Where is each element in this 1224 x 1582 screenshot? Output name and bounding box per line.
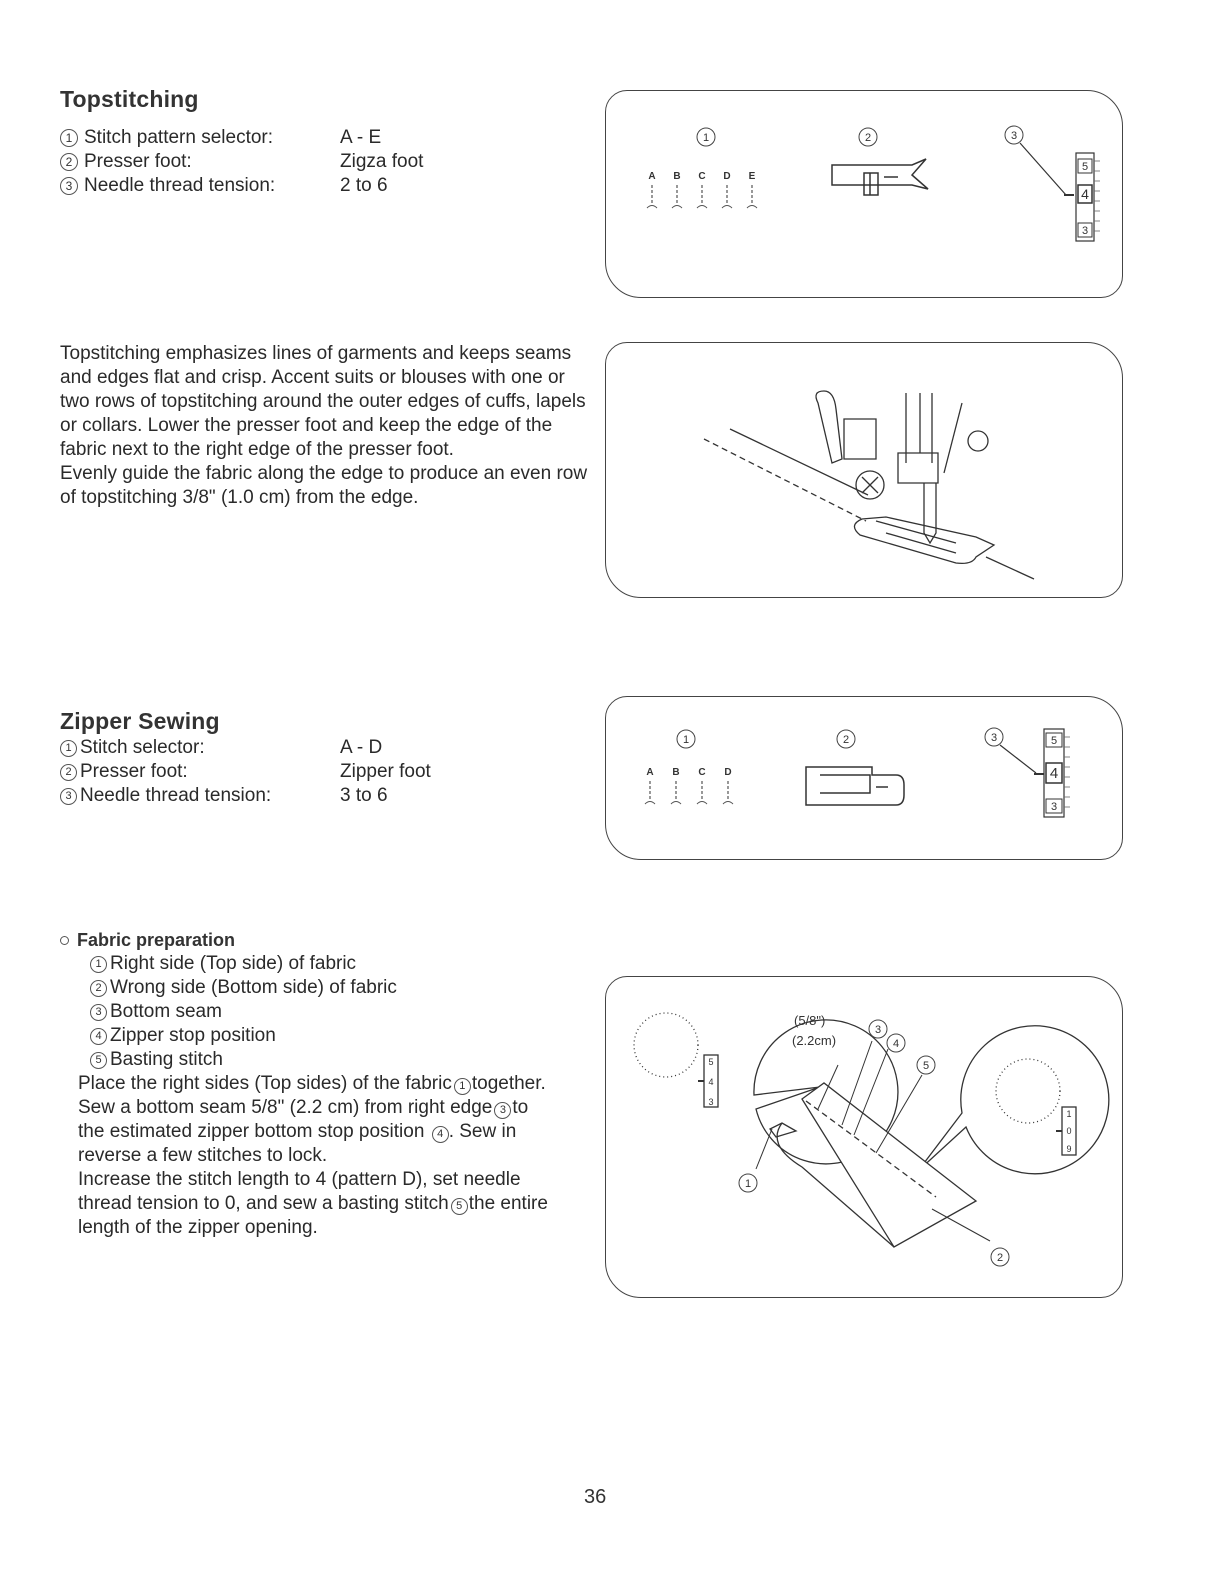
right-dial-values <box>1066 1109 1071 1154</box>
svg-text:9: 9 <box>1066 1144 1072 1154</box>
dial-value: 5 <box>1081 161 1089 173</box>
spec-label: Stitch pattern selector: <box>84 127 274 148</box>
callout-1-icon: 1 <box>90 956 107 973</box>
pattern-letter: B <box>673 171 681 182</box>
fabric-prep-illustration <box>606 977 1122 1297</box>
callout-2-icon: 2 <box>90 980 107 997</box>
needle-position-icons <box>645 802 733 805</box>
tension-dial-icon <box>1044 729 1070 817</box>
pattern-letter: D <box>723 171 731 182</box>
callout-1: 1 <box>682 734 690 746</box>
bullet-icon <box>60 936 69 945</box>
list-item: 2 Wrong side (Bottom side) of fabric <box>90 976 397 1000</box>
fabric-prep-heading-text: Fabric preparation <box>77 930 236 950</box>
leader-line <box>1020 143 1066 195</box>
spec-label: Needle thread tension: <box>84 175 276 196</box>
dial-value: 4 <box>1081 186 1089 202</box>
pattern-letter: B <box>672 767 680 778</box>
stitch-pattern-icons <box>652 185 752 203</box>
callout-5-icon: 5 <box>90 1052 107 1069</box>
zipper-settings-panel <box>605 696 1123 860</box>
fabric-prep-illustration-panel <box>605 976 1123 1298</box>
svg-text:5: 5 <box>708 1057 714 1067</box>
callout-2: 2 <box>996 1252 1004 1264</box>
dial-value: 3 <box>1081 225 1089 237</box>
instruction-paragraph: Evenly guide the fabric along the edge to produce an even row of topstitching 3/8" (1.0 cm) from the edge. <box>60 463 588 508</box>
spec-row <box>60 784 431 808</box>
zigzag-foot-icon <box>832 159 928 195</box>
pattern-letter: E <box>748 171 756 182</box>
svg-text:1: 1 <box>1066 1109 1072 1119</box>
callout-3: 3 <box>990 732 998 744</box>
list-item: 5 Basting stitch <box>90 1048 397 1072</box>
spec-label: Presser foot: <box>84 151 192 172</box>
topstitching-illustration-panel <box>605 342 1123 598</box>
svg-text:4: 4 <box>708 1077 714 1087</box>
dimension-cm: (2.2cm) <box>792 1033 837 1048</box>
list-item: 4 Zipper stop position <box>90 1024 397 1048</box>
spec-row <box>60 126 423 150</box>
spec-row <box>60 760 431 784</box>
spec-label: Stitch selector: <box>80 737 205 758</box>
callout-4-icon: 4 <box>90 1028 107 1045</box>
topstitching-instructions <box>60 342 590 510</box>
callout-3-icon: 3 <box>60 788 77 805</box>
leader-line <box>1000 745 1036 773</box>
spec-row <box>60 174 423 198</box>
dial-value: 4 <box>1049 765 1059 782</box>
spec-value: A - E <box>340 127 382 148</box>
spec-value: Zipper foot <box>340 761 431 782</box>
spec-value: Zigza foot <box>340 151 424 172</box>
callout-4-icon: 4 <box>432 1126 449 1143</box>
topstitching-title: Topstitching <box>60 86 199 112</box>
dial-value: 5 <box>1050 735 1058 747</box>
spec-row <box>60 736 431 760</box>
spec-row <box>60 150 423 174</box>
fabric-prep-heading <box>60 930 235 951</box>
callout-3-icon: 3 <box>90 1004 107 1021</box>
callout-1-icon: 1 <box>60 740 77 757</box>
dial-value: 3 <box>1050 801 1058 813</box>
callout-4: 4 <box>892 1038 900 1050</box>
pattern-letter: D <box>724 767 732 778</box>
callout-2-icon: 2 <box>60 153 78 171</box>
svg-text:3: 3 <box>708 1097 714 1107</box>
needle-position-icons <box>647 206 757 209</box>
list-item: 1 Right side (Top side) of fabric <box>90 952 397 976</box>
pattern-letter: A <box>646 767 654 778</box>
callout-1-icon: 1 <box>454 1078 471 1095</box>
left-dial-values <box>708 1057 713 1107</box>
callout-5-icon: 5 <box>451 1198 468 1215</box>
callout-2: 2 <box>842 734 850 746</box>
callout-1: 1 <box>744 1178 752 1190</box>
fabric-prep-instructions: Place the right sides (Top sides) of the fabric 1 together. Sew a bottom seam 5/8" (2.2 cm) from right edge 3 to the estimated zipper bottom stop position 4 . Sew in reverse a few stitches to lock. Increase the stitch length to 4 (pattern D), set needle thread tension to 0, and sew a basting stitch 5 the entire length of the zipper opening. <box>78 1073 548 1238</box>
svg-text:0: 0 <box>1066 1126 1072 1136</box>
callout-5: 5 <box>922 1060 930 1072</box>
pattern-letter: C <box>698 767 706 778</box>
list-item: 3 Bottom seam <box>90 1000 397 1024</box>
dimension-inch: (5/8") <box>794 1013 826 1028</box>
callout-1: 1 <box>702 132 710 144</box>
spec-value: A - D <box>340 737 383 758</box>
fabric-prep-list <box>90 952 397 1072</box>
callout-1-icon: 1 <box>60 129 78 147</box>
spec-value: 2 to 6 <box>340 175 388 196</box>
right-dial-bubble <box>918 1026 1109 1174</box>
zipper-title: Zipper Sewing <box>60 708 220 734</box>
spec-label: Needle thread tension: <box>80 785 272 806</box>
tension-dial-icon <box>1076 153 1100 241</box>
callout-3-icon: 3 <box>494 1102 511 1119</box>
callout-3: 3 <box>1010 130 1018 142</box>
spec-label: Presser foot: <box>80 761 188 782</box>
instruction-paragraph: Topstitching emphasizes lines of garments and keeps seams and edges flat and crisp. Accent suits or blouses with one or two rows of topstitching around the outer edges of cuffs, lapels or collars. Lower the presser foot and keep the edge of the fabric next to the right edge of the presser foot. <box>60 343 586 460</box>
zipper-foot-icon <box>806 767 904 805</box>
callout-3: 3 <box>874 1024 882 1036</box>
presser-foot-illustration <box>606 343 1122 597</box>
zipper-specs <box>60 736 431 808</box>
page-number: 36 <box>584 1486 607 1508</box>
pattern-letter: C <box>698 171 706 182</box>
callout-3-icon: 3 <box>60 177 78 195</box>
spec-value: 3 to 6 <box>340 785 388 806</box>
pattern-letter: A <box>648 171 656 182</box>
topstitching-settings-panel <box>605 90 1123 298</box>
zipper-settings-diagram <box>606 697 1122 859</box>
stitch-pattern-icons <box>650 781 728 799</box>
callout-2: 2 <box>864 132 872 144</box>
callout-2-icon: 2 <box>60 764 77 781</box>
presser-foot-icon <box>816 391 994 563</box>
fabric-edge-line <box>986 557 1034 579</box>
topstitching-settings-diagram <box>606 91 1122 297</box>
topstitching-specs <box>60 126 423 198</box>
